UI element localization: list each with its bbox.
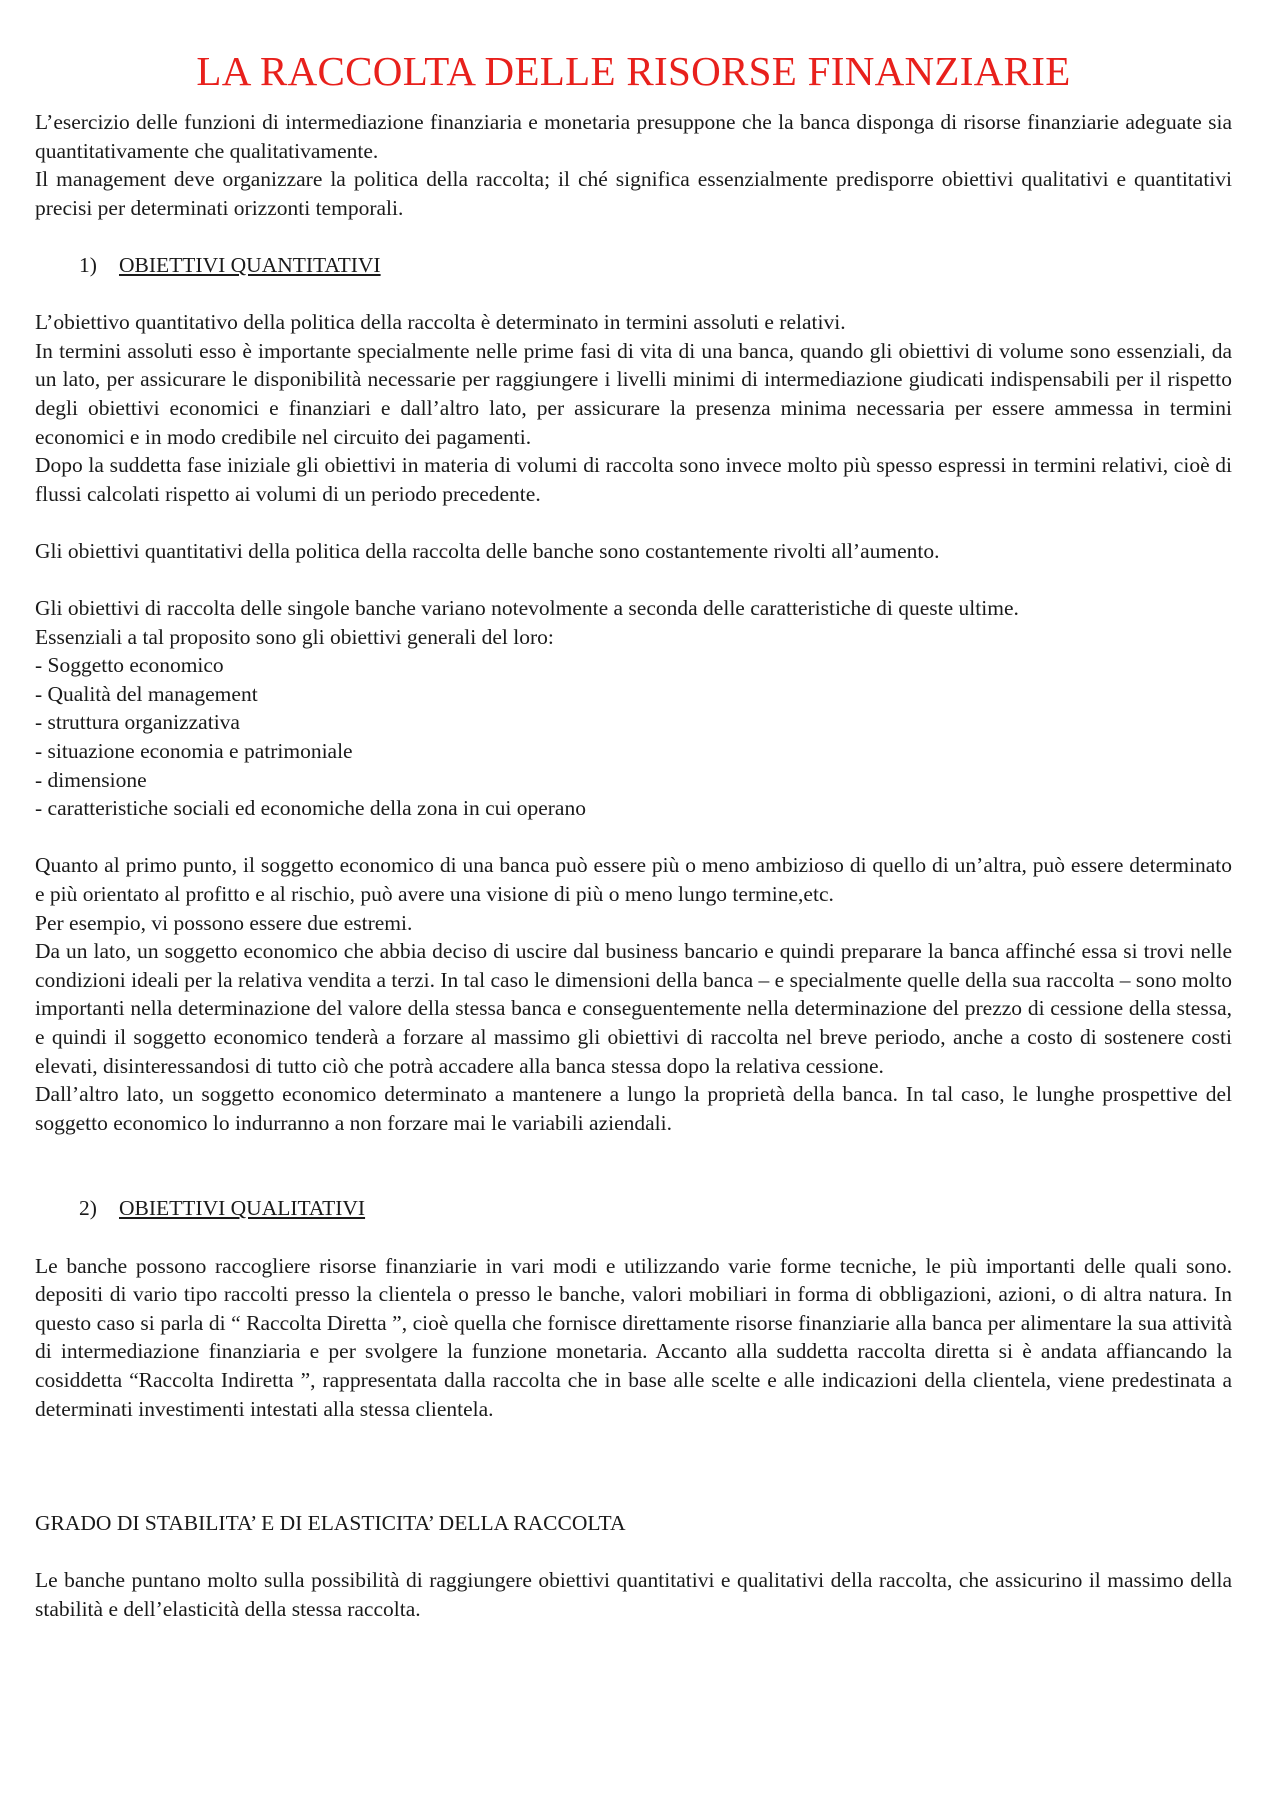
spacer [35, 508, 1232, 537]
spacer [35, 222, 1232, 251]
objectives-list [35, 651, 1232, 823]
body-paragraph: Da un lato, un soggetto economico che abbia deciso di uscire dal business bancario e quindi preparare la banca affinché essa si trovi nelle condizioni ideali per la relativa vendita a terzi. In tal caso le dimensioni della banca – e specialmente quelle della sua raccolta – sono molto importanti nella determinazione del valore della stessa banca e conseguentemente nella determinazione del prezzo di cessione della stessa, e quindi il soggetto economico tenderà a forzare al massimo gli obiettivi di raccolta nel breve periodo, anche a costo di sostenere costi elevati, disinteressandosi di tutto ciò che potrà accadere alla banca stessa dopo la relativa cessione. [35, 939, 1232, 1078]
section-number: 1) [79, 252, 97, 277]
body-paragraph: Dall’altro lato, un soggetto economico determinato a mantenere a lungo la proprietà della banca. In tal caso, le lunghe prospettive del soggetto economico lo indurranno a non forzare mai le variabili aziendali. [35, 1082, 1232, 1135]
list-item: - Soggetto economico [35, 653, 224, 678]
section-heading-quantitative [35, 251, 1232, 280]
body-paragraph: L’obiettivo quantitativo della politica della raccolta è determinato in termini assoluti e relativi. [35, 310, 846, 335]
section-heading-stability: GRADO DI STABILITA’ E DI ELASTICITA’ DELLA RACCOLTA [35, 1511, 626, 1536]
spacer [35, 1423, 1232, 1509]
page-title: LA RACCOLTA DELLE RISORSE FINANZIARIE [196, 48, 1071, 94]
section-heading-qualitative [35, 1194, 1232, 1223]
body-paragraph: Gli obiettivi di raccolta delle singole banche variano notevolmente a seconda delle caratteristiche di queste ultime. [35, 596, 1019, 621]
list-item: - Qualità del management [35, 681, 258, 706]
body-paragraph: Dopo la suddetta fase iniziale gli obiettivi in materia di volumi di raccolta sono invece molto più spesso espressi in termini relativi, cioè di flussi calcolati rispetto ai volumi di un periodo precedente. [35, 453, 1232, 506]
list-item: - situazione economia e patrimoniale [35, 739, 353, 764]
list-item: - dimensione [35, 767, 147, 792]
spacer [35, 1223, 1232, 1252]
intro-paragraph: Il management deve organizzare la politica della raccolta; il ché significa essenzialmente predisporre obiettivi qualitativi e quantitativi precisi per determinati orizzonti temporali. [35, 167, 1232, 220]
body-paragraph: Per esempio, vi possono essere due estremi. [35, 910, 413, 935]
list-item: - caratteristiche sociali ed economiche della zona in cui operano [35, 796, 586, 821]
spacer [35, 823, 1232, 852]
intro-paragraph: L’esercizio delle funzioni di intermediazione finanziaria e monetaria presuppone che la banca disponga di risorse finanziarie adeguate sia quantitativamente che qualitativamente. [35, 110, 1232, 163]
spacer [35, 280, 1232, 309]
body-paragraph: Essenziali a tal proposito sono gli obiettivi generali del loro: [35, 624, 554, 649]
document-page [35, 46, 1232, 1624]
section-number: 2) [79, 1196, 97, 1221]
list-item: - struttura organizzativa [35, 710, 240, 735]
body-paragraph: Gli obiettivi quantitativi della politica della raccolta delle banche sono costantemente rivolti all’aumento. [35, 538, 940, 563]
body-paragraph: Le banche possono raccogliere risorse finanziarie in vari modi e utilizzando varie forme tecniche, le più importanti delle quali sono. depositi di vario tipo raccolti presso la clientela o presso le banche, valori mobiliari in forma di obbligazioni, azioni, o di altra natura. In questo caso si parla di “ Raccolta Diretta ”, cioè quella che fornisce direttamente risorse finanziarie alla banca per alimentare la sua attività di intermediazione finanziaria e per svolgere la funzione monetaria. Accanto alla suddetta raccolta diretta si è andata affiancando la cosiddetta “Raccolta Indiretta ”, rappresentata dalla raccolta che in base alle scelte e alle indicazioni della clientela, viene predestinata a determinati investimenti intestati alla stessa clientela. [35, 1253, 1232, 1421]
spacer [35, 1137, 1232, 1194]
section-title: OBIETTIVI QUALITATIVI [119, 1196, 366, 1221]
section-title: OBIETTIVI QUANTITATIVI [119, 252, 381, 277]
spacer [35, 1538, 1232, 1567]
body-paragraph: Le banche puntano molto sulla possibilità di raggiungere obiettivi quantitativi e qualitativi della raccolta, che assicurino il massimo della stabilità e dell’elasticità della stessa raccolta. [35, 1568, 1232, 1621]
body-paragraph: Quanto al primo punto, il soggetto economico di una banca può essere più o meno ambizioso di quello di un’altra, può essere determinato e più orientato al profitto e al rischio, può avere una visione di più o meno lungo termine,etc. [35, 853, 1232, 907]
body-paragraph: In termini assoluti esso è importante specialmente nelle prime fasi di vita di una banca, quando gli obiettivi di volume sono essenziali, da un lato, per assicurare le disponibilità necessarie per raggiungere i livelli minimi di intermediazione giudicati indispensabili per il rispetto degli obiettivi economici e finanziari e dall’altro lato, per assicurare la presenza minima necessaria per essere ammessa in termini economici e in modo credibile nel circuito dei pagamenti. [35, 338, 1232, 449]
spacer [35, 566, 1232, 595]
